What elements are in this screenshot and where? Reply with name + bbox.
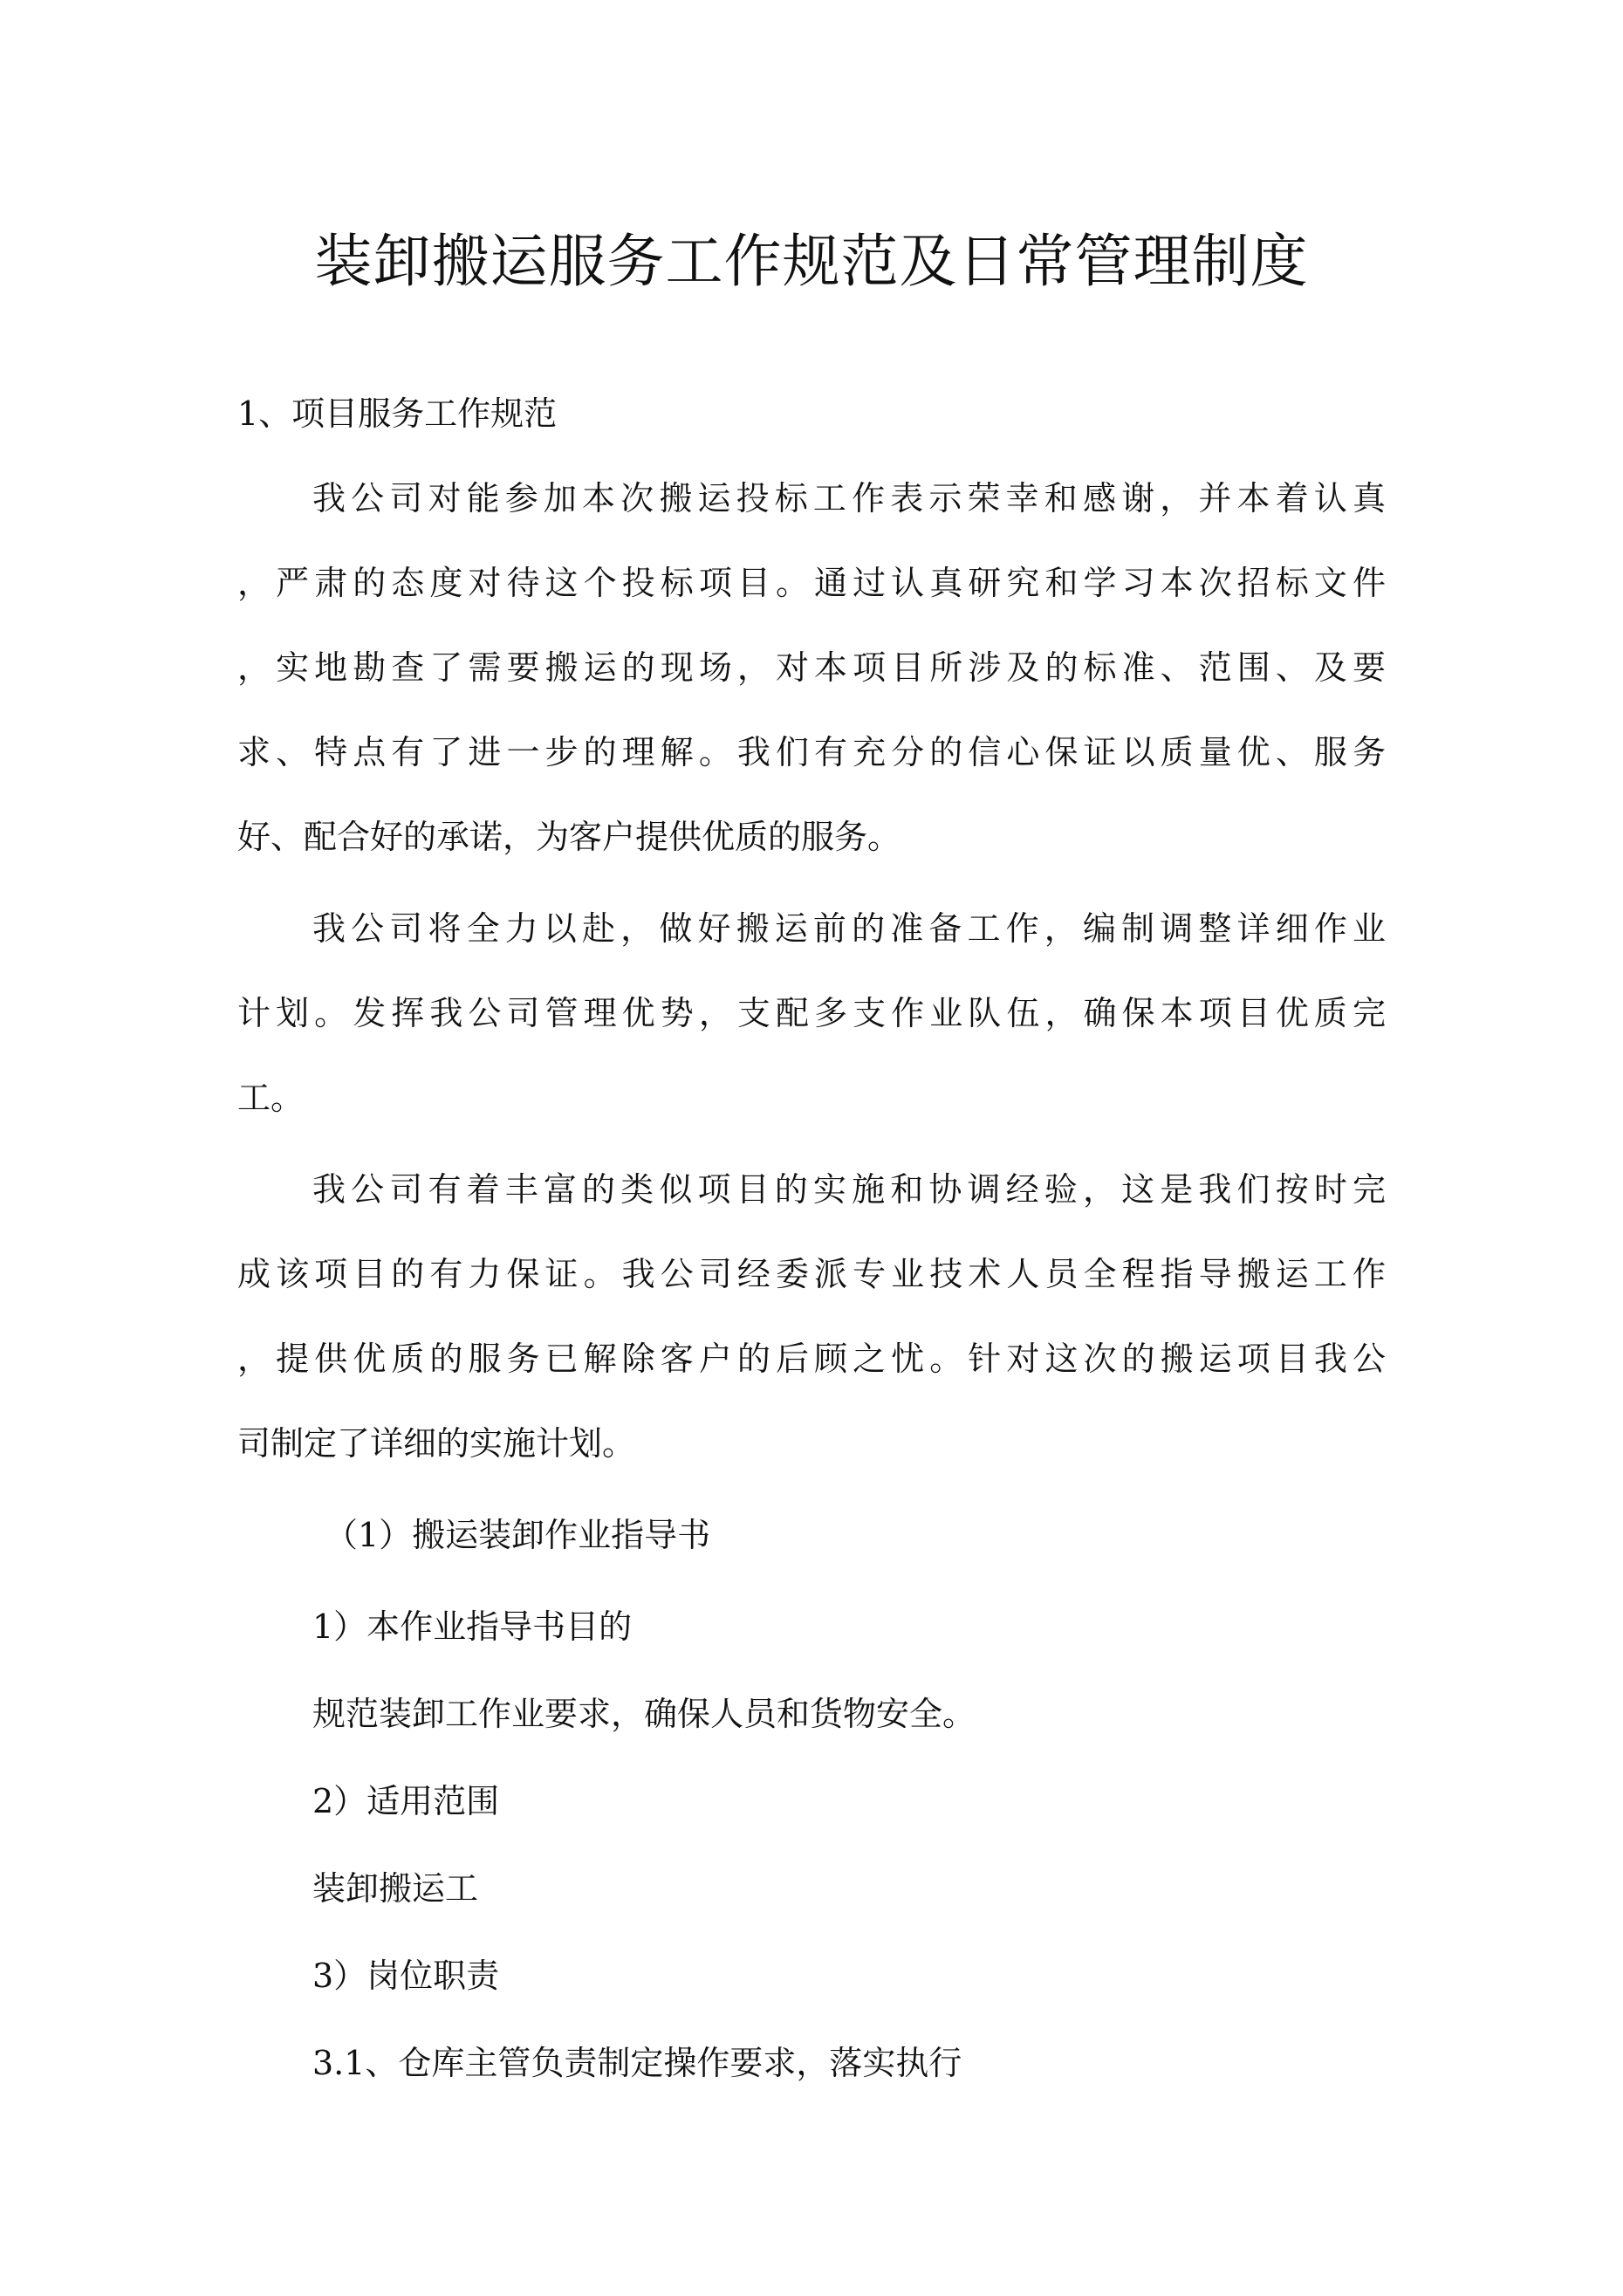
paragraph3-line2: 成该项目的有力保证。我公司经委派专业技术人员全程指导搬运工作: [237, 1255, 1386, 1293]
item3-heading: 3）岗位职责: [312, 1957, 500, 1995]
document-title: 装卸搬运服务工作规范及日常管理制度: [314, 228, 1309, 295]
item2-text: 装卸搬运工: [312, 1869, 479, 1908]
item1-heading: 1）本作业指导书目的: [312, 1607, 633, 1646]
paragraph3-line1: 我公司有着丰富的类似项目的实施和协调经验，这是我们按时完: [312, 1170, 1386, 1209]
paragraph1-line4: 求、特点有了进一步的理解。我们有充分的信心保证以质量优、服务: [237, 733, 1386, 771]
paragraph1-line1: 我公司对能参加本次搬运投标工作表示荣幸和感谢，并本着认真: [312, 479, 1386, 517]
item3-1-text: 3.1、仓库主管负责制定操作要求，落实执行: [312, 2044, 962, 2082]
paragraph3-line3: ，提供优质的服务已解除客户的后顾之忧。针对这次的搬运项目我公: [237, 1340, 1386, 1378]
paragraph1-line3: ，实地勘查了需要搬运的现场，对本项目所涉及的标准、范围、及要: [237, 648, 1386, 687]
item2-heading: 2）适用范围: [312, 1782, 500, 1820]
paragraph2-line1: 我公司将全力以赴，做好搬运前的准备工作，编制调整详细作业: [312, 909, 1386, 948]
paragraph1-line5: 好、配合好的承诺，为客户提供优质的服务。: [237, 818, 901, 856]
paragraph3-line4: 司制定了详细的实施计划。: [237, 1424, 636, 1463]
paragraph2-line2: 计划。发挥我公司管理优势，支配多支作业队伍，确保本项目优质完: [237, 994, 1386, 1032]
paragraph1-line2: ，严肃的态度对待这个投标项目。通过认真研究和学习本次招标文件: [237, 564, 1386, 602]
paragraph2-line3: 工。: [237, 1079, 305, 1117]
sub-heading: （1）搬运装卸作业指导书: [325, 1516, 711, 1554]
item1-text: 规范装卸工作业要求，确保人员和货物安全。: [312, 1695, 976, 1733]
section-heading: 1、项目服务工作规范: [237, 394, 558, 433]
